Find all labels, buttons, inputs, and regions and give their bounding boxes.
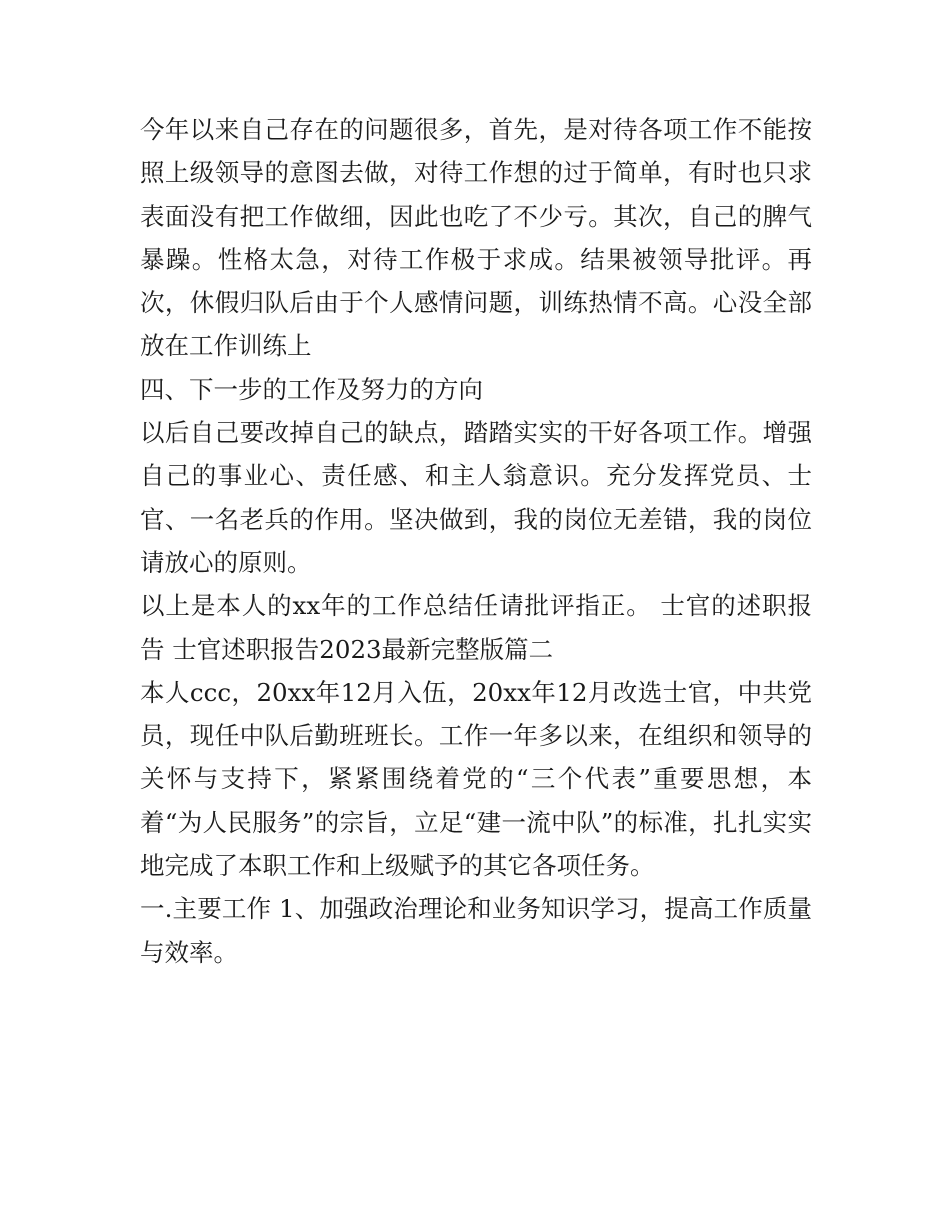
paragraph-main-work: 一.主要工作 1、加强政治理论和业务知识学习，提高工作质量与效率。 bbox=[140, 894, 812, 967]
paragraph-problems: 今年以来自己存在的问题很多，首先，是对待各项工作不能按照上级领导的意图去做，对待工作想的过于简单，有时也只求表面没有把工作做细，因此也吃了不少亏。其次，自己的脾气暴躁。性格太急，对待工作极于求成。结果被领导批评。再次，休假归队后由于个人感情问题，训练热情不高。心没全部放在工作训练上 bbox=[140, 115, 812, 361]
paragraph-closing: 以上是本人的xx年的工作总结任请批评指正。 士官的述职报告 士官述职报告2023最新完整版篇二 bbox=[140, 591, 812, 664]
paragraph-introduction: 本人ccc，20xx年12月入伍，20xx年12月改选士官，中共党员，现任中队后勤班班长。工作一年多以来，在组织和领导的关怀与支持下，紧紧围绕着党的“三个代表”重要思想，本着“为人民服务”的宗旨，立足“建一流中队”的标准，扎扎实实地完成了本职工作和上级赋予的其它各项任务。 bbox=[140, 677, 812, 881]
document-body bbox=[140, 108, 812, 974]
section-heading-next-steps: 四、下一步的工作及努力的方向 bbox=[140, 374, 483, 404]
paragraph-improvements: 以后自己要改掉自己的缺点，踏踏实实的干好各项工作。增强自己的事业心、责任感、和主人翁意识。充分发挥党员、士官、一名老兵的作用。坚决做到，我的岗位无差错，我的岗位请放心的原则。 bbox=[140, 418, 812, 577]
